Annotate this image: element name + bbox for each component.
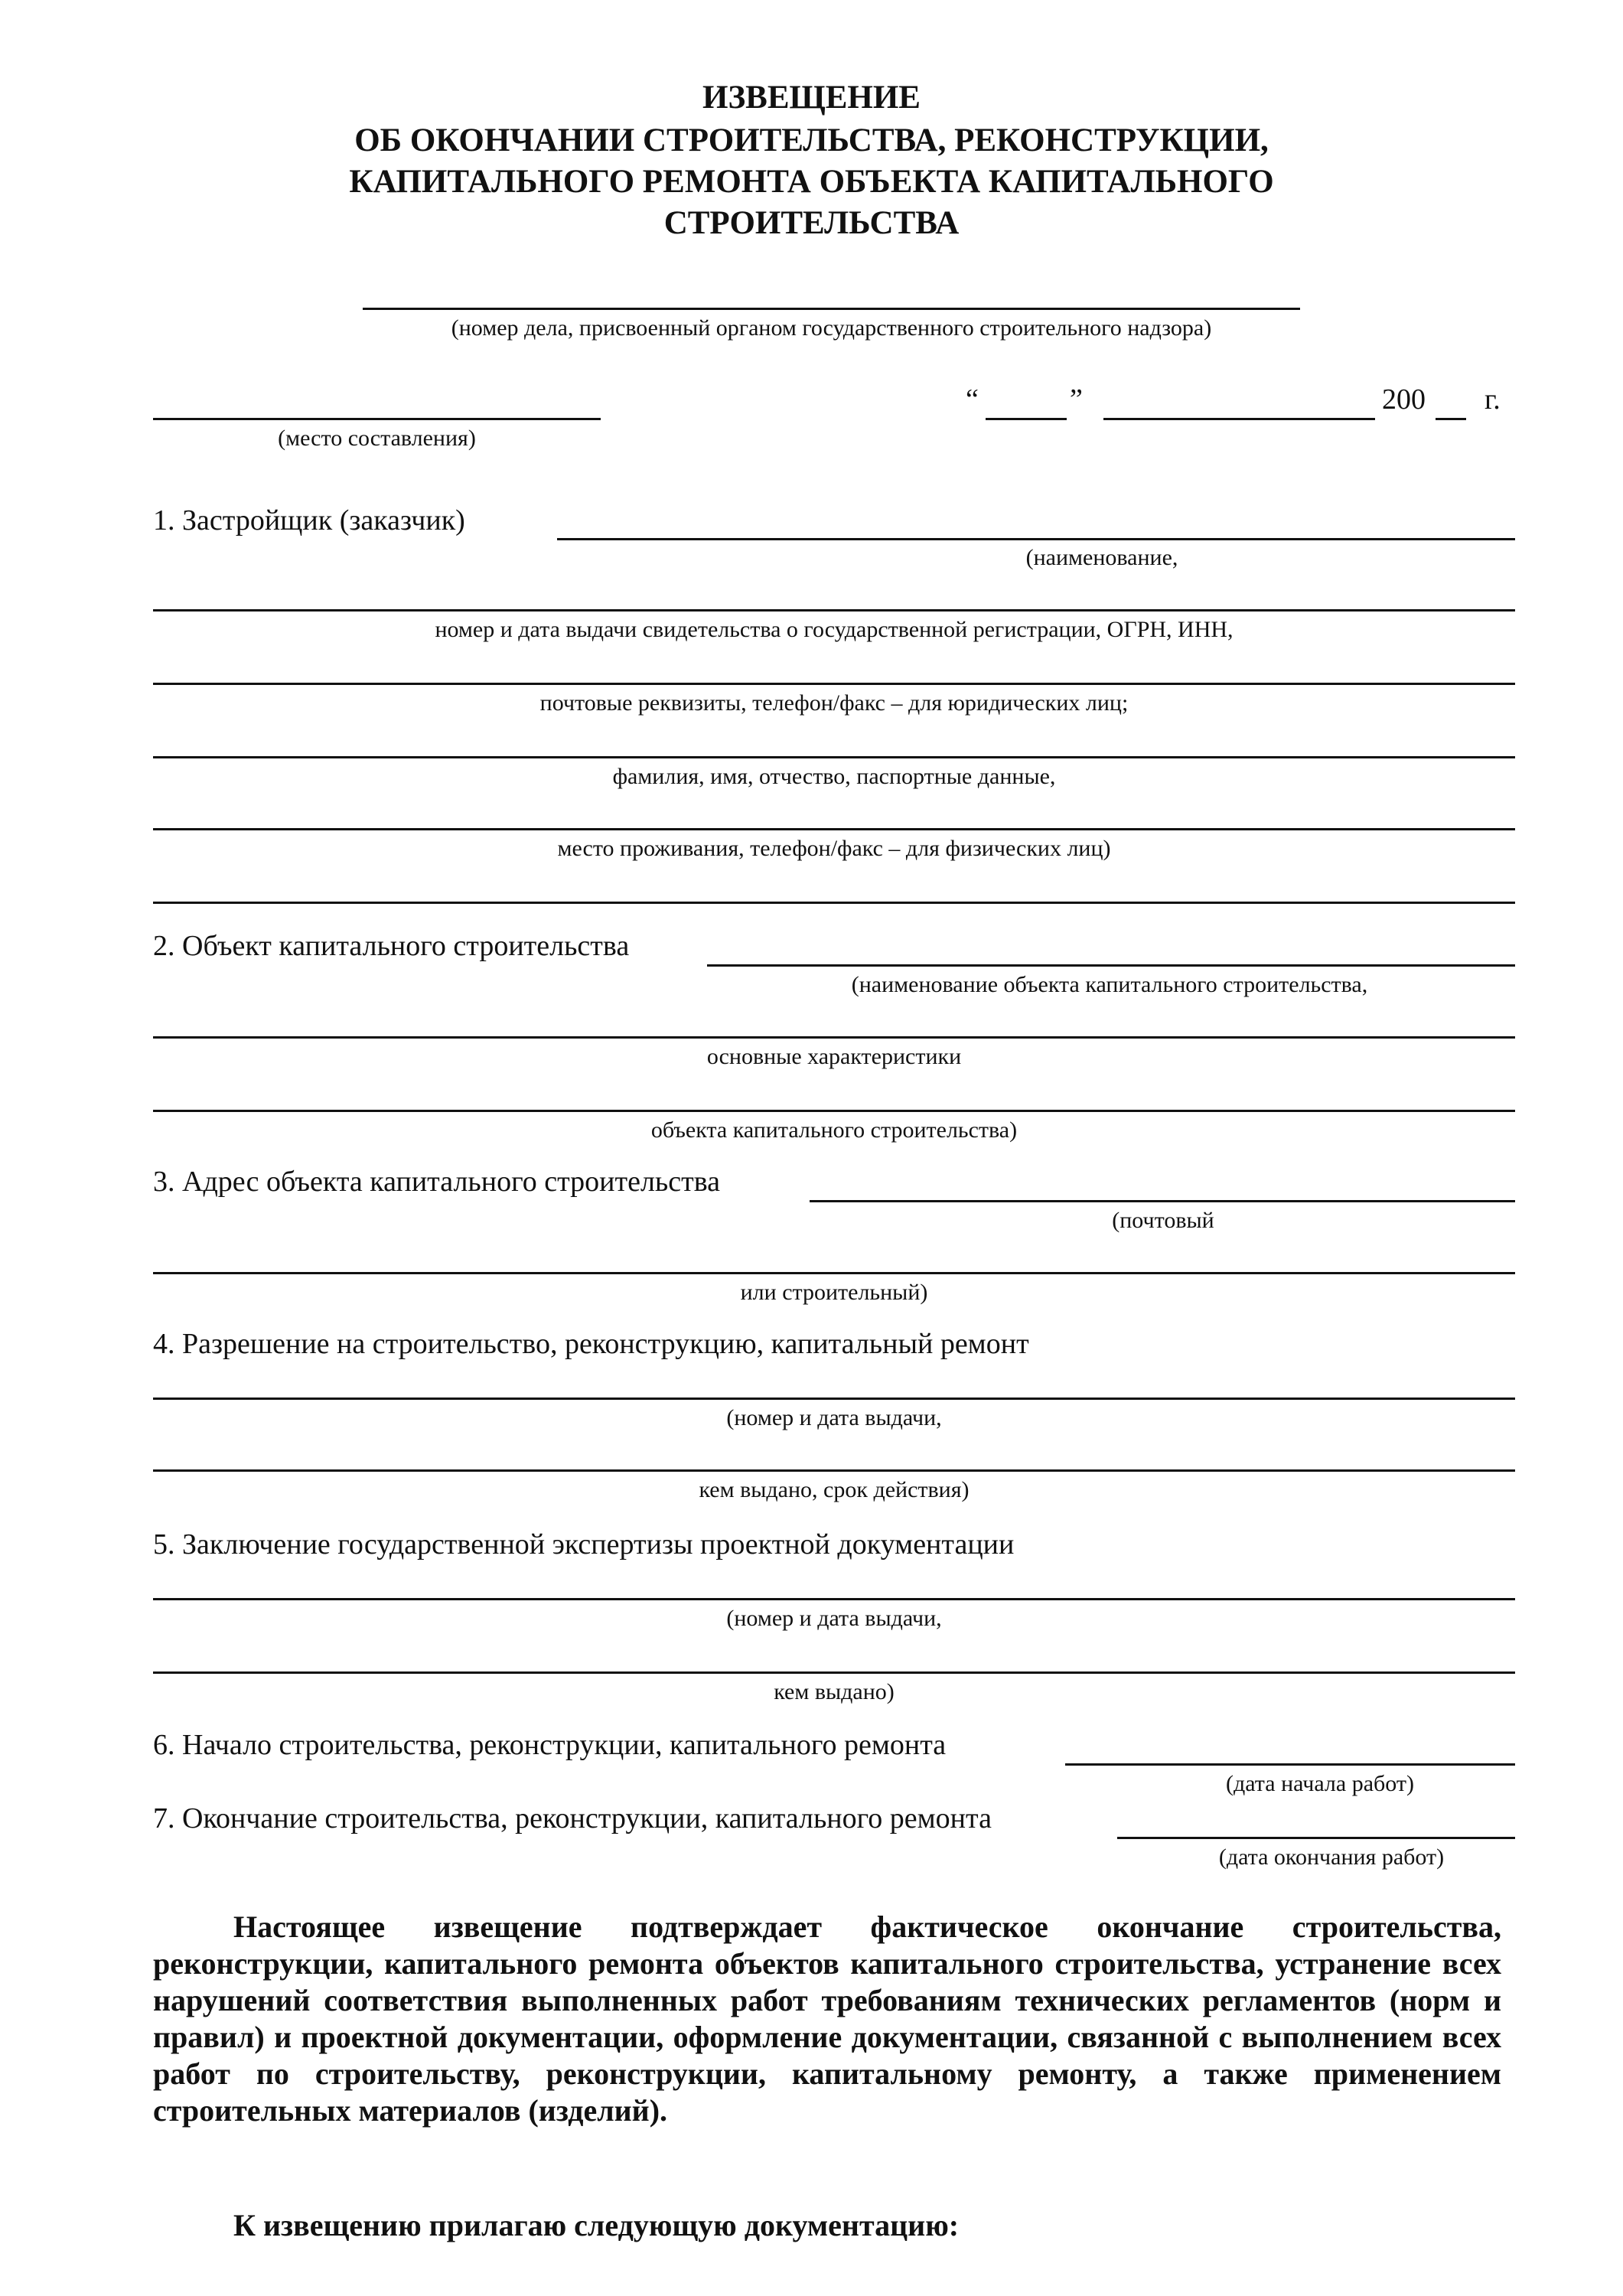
place-hint: (место составления): [278, 426, 476, 451]
developer-field-6[interactable]: [153, 902, 1515, 904]
section-7-hint: (дата окончания работ): [1218, 1844, 1445, 1870]
section-2-hint-3: объекта капитального строительства): [650, 1117, 1018, 1143]
statement-paragraph: Настоящее извещение подтверждает фактическое окончание строительства, реконструкции, капитального ремонта объектов капитального строительства, устранение всех нарушений соответствия выполненных работ требованиям технических регламентов (норм и правил) и проектной документации, оформление документации, связанной с выполнением всех работ по строительству, реконструкции, капитальному ремонту, а также применением строительных материалов (изделий).: [153, 1910, 1501, 2128]
section-4-label: 4. Разрешение на строительство, реконструкцию, капитальный ремонт: [153, 1328, 1029, 1360]
year-field[interactable]: [1436, 418, 1466, 420]
address-field-2[interactable]: [153, 1272, 1515, 1274]
address-field-1[interactable]: [810, 1200, 1515, 1202]
date-open-quote: “: [966, 383, 979, 416]
date-close-quote: ”: [1070, 383, 1083, 416]
section-1-hint-1: (наименование,: [1025, 545, 1178, 570]
document-title-line-1: ИЗВЕЩЕНИЕ: [702, 80, 921, 116]
case-number-field[interactable]: [363, 308, 1300, 310]
section-2-hint-1: (наименование объекта капитального строительства,: [851, 972, 1368, 997]
section-2-label: 2. Объект капитального строительства: [153, 930, 630, 962]
section-3-label: 3. Адрес объекта капитального строительства: [153, 1166, 721, 1198]
developer-field-4[interactable]: [153, 756, 1515, 758]
section-3-hint-1: (почтовый: [1112, 1208, 1214, 1233]
section-6-label: 6. Начало строительства, реконструкции, капитального ремонта: [153, 1729, 947, 1761]
developer-field-2[interactable]: [153, 609, 1515, 612]
permit-field-2[interactable]: [153, 1469, 1515, 1472]
section-3-hint-2: или строительный): [740, 1280, 928, 1305]
section-1-hint-2: номер и дата выдачи свидетельства о государственной регистрации, ОГРН, ИНН,: [435, 617, 1234, 642]
document-title-line-3: КАПИТАЛЬНОГО РЕМОНТА ОБЪЕКТА КАПИТАЛЬНОГО: [349, 164, 1274, 200]
object-field-3[interactable]: [153, 1110, 1515, 1112]
section-1-hint-3: почтовые реквизиты, телефон/факс – для юридических лиц;: [539, 690, 1129, 716]
developer-field-1[interactable]: [557, 538, 1515, 540]
year-prefix: 200: [1382, 383, 1426, 416]
document-title-line-2: ОБ ОКОНЧАНИИ СТРОИТЕЛЬСТВА, РЕКОНСТРУКЦИИ,: [354, 122, 1269, 158]
start-date-field[interactable]: [1065, 1763, 1515, 1766]
section-6-hint: (дата начала работ): [1226, 1771, 1414, 1796]
developer-field-3[interactable]: [153, 683, 1515, 685]
section-4-hint-1: (номер и дата выдачи,: [726, 1405, 942, 1430]
place-field[interactable]: [153, 418, 601, 420]
permit-field-1[interactable]: [153, 1397, 1515, 1400]
year-suffix: г.: [1484, 383, 1501, 416]
case-number-hint: (номер дела, присвоенный органом государственного строительного надзора): [451, 315, 1212, 341]
section-7-label: 7. Окончание строительства, реконструкции, капитального ремонта: [153, 1802, 992, 1835]
document-title-line-4: СТРОИТЕЛЬСТВА: [663, 205, 960, 241]
section-5-hint-2: кем выдано): [774, 1679, 895, 1704]
object-field-1[interactable]: [707, 964, 1515, 967]
month-field[interactable]: [1103, 418, 1375, 420]
developer-field-5[interactable]: [153, 828, 1515, 830]
section-1-hint-4: фамилия, имя, отчество, паспортные данные,: [612, 764, 1056, 789]
section-5-hint-1: (номер и дата выдачи,: [726, 1606, 942, 1631]
expertise-field-2[interactable]: [153, 1671, 1515, 1674]
section-2-hint-2: основные характеристики: [706, 1044, 962, 1069]
section-1-hint-5: место проживания, телефон/факс – для физических лиц): [557, 836, 1111, 861]
section-4-hint-2: кем выдано, срок действия): [699, 1477, 970, 1502]
section-5-label: 5. Заключение государственной экспертизы проектной документации: [153, 1528, 1015, 1561]
attachments-heading: К извещению прилагаю следующую документацию:: [233, 2208, 960, 2242]
day-field[interactable]: [986, 418, 1067, 420]
end-date-field[interactable]: [1117, 1837, 1515, 1839]
expertise-field-1[interactable]: [153, 1598, 1515, 1600]
section-1-label: 1. Застройщик (заказчик): [153, 504, 465, 536]
object-field-2[interactable]: [153, 1036, 1515, 1039]
